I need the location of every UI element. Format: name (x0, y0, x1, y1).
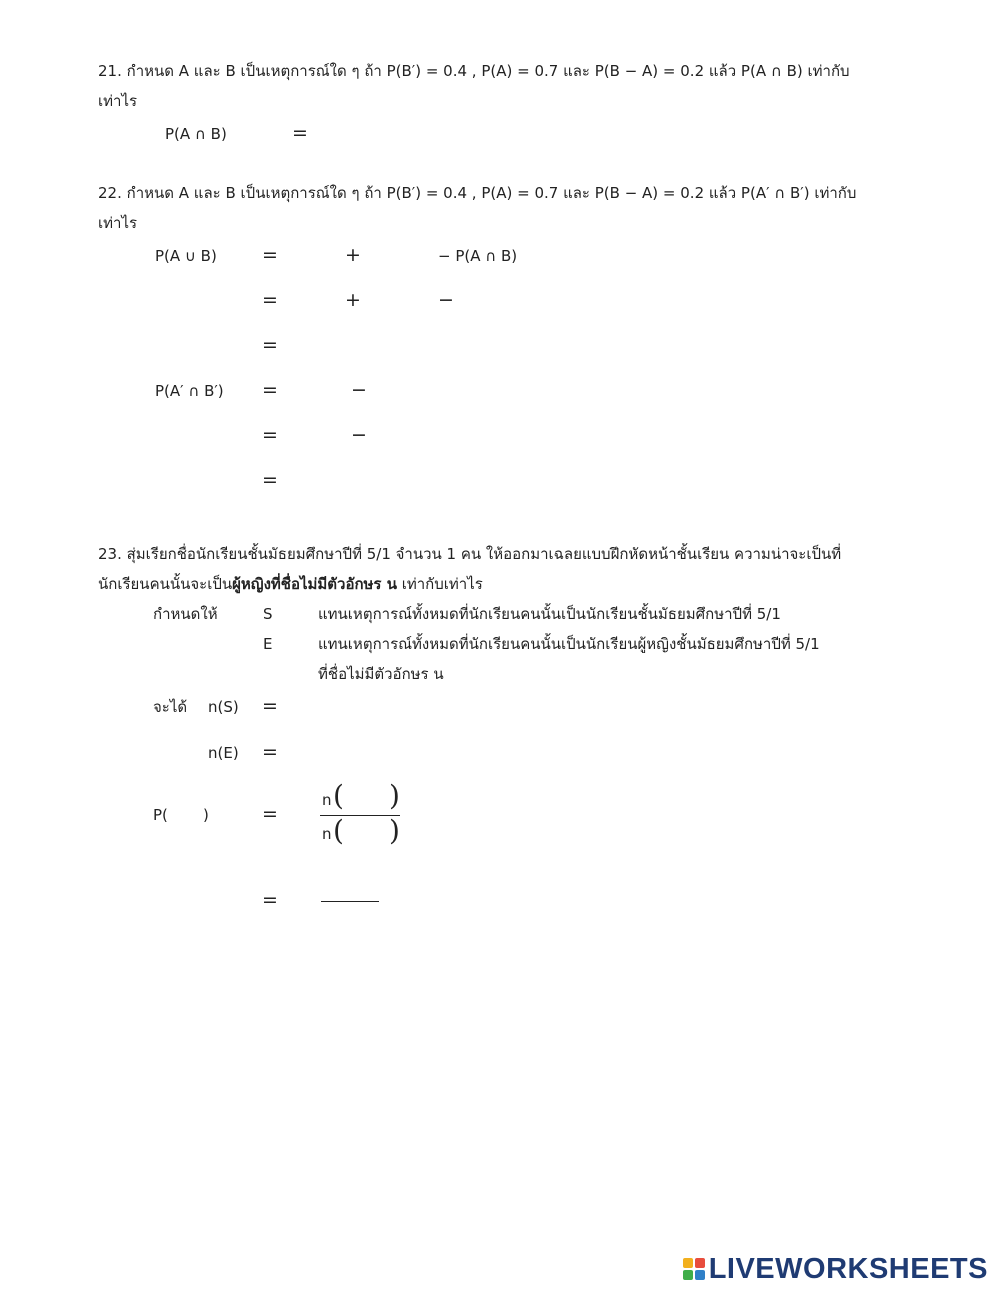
q23-E-desc-2: ที่ชื่อไม่มีตัวอักษร น (318, 665, 444, 683)
q23-P-close: ) (203, 806, 209, 824)
q23-define-label: กำหนดให้ (153, 605, 218, 623)
q22-equals-1: = (262, 244, 278, 266)
q23-frac-num-n: n (322, 791, 332, 809)
q21-text-line1: 21. กำหนด A และ B เป็นเหตุการณ์ใด ๆ ถ้า P(B′) = 0.4 , P(A) = 0.7 และ P(B − A) = 0.2 แล้ว P(A ∩ B) เท่ากับ (98, 62, 850, 80)
q23-frac-num-paren-open: ( (333, 779, 344, 812)
q22-equals-5: = (262, 424, 278, 446)
q23-final-fraction-bar (321, 901, 379, 902)
liveworksheets-logo-icon (683, 1258, 705, 1280)
q22-minus-2: − (438, 289, 454, 311)
logo-square-3 (683, 1270, 693, 1280)
q23-nE: n(E) (208, 744, 239, 762)
q23-nS: n(S) (208, 698, 239, 716)
q23-frac-den-n: n (322, 825, 332, 843)
q22-equals-3: = (262, 334, 278, 356)
q22-equals-2: = (262, 289, 278, 311)
q23-equals-nS: = (262, 695, 278, 717)
q21-equals: = (292, 122, 308, 144)
q23-fraction-bar (320, 815, 400, 816)
q22-equals-4: = (262, 379, 278, 401)
logo-square-1 (683, 1258, 693, 1268)
q22-minus-5: − (351, 424, 367, 446)
q23-equals-final: = (262, 889, 278, 911)
q23-line2-prefix: นักเรียนคนนั้นจะเป็น (98, 575, 233, 593)
q23-frac-den-paren-open: ( (333, 814, 344, 847)
q23-P-open: P( (153, 806, 168, 824)
q23-frac-num-paren-close: ) (389, 779, 400, 812)
q22-text-line2: เท่าไร (98, 214, 138, 232)
q23-S-symbol: S (263, 605, 273, 623)
q21-lhs: P(A ∩ B) (165, 125, 227, 143)
q23-line2-bold: ผู้หญิงที่ชื่อไม่มีตัวอักษร น (232, 575, 397, 593)
q22-minus-term: − P(A ∩ B) (438, 247, 518, 265)
q23-frac-den-paren-close: ) (389, 814, 400, 847)
q23-text-line1: 23. สุ่มเรียกชื่อนักเรียนชั้นมัธยมศึกษาปีที่ 5/1 จำนวน 1 คน ให้ออกมาเฉลยแบบฝึกหัดหน้าชั้นเรียน ความน่าจะเป็นที่ (98, 545, 842, 563)
q22-minus-4: − (351, 379, 367, 401)
q21-text-line2: เท่าไร (98, 92, 138, 110)
q23-text-line2 (98, 574, 483, 594)
q22-plus-2: + (345, 289, 361, 311)
q23-E-symbol: E (263, 635, 273, 653)
q23-get-label: จะได้ (153, 698, 188, 716)
q23-equals-nE: = (262, 741, 278, 763)
liveworksheets-logo (683, 1254, 988, 1284)
q22-plus-1: + (345, 244, 361, 266)
q22-complement-lhs: P(A′ ∩ B′) (155, 382, 224, 400)
q23-E-desc-1: แทนเหตุการณ์ทั้งหมดที่นักเรียนคนนั้นเป็นนักเรียนผู้หญิงชั้นมัธยมศึกษาปีที่ 5/1 (318, 635, 820, 653)
q22-equals-6: = (262, 469, 278, 491)
q22-text-line1: 22. กำหนด A และ B เป็นเหตุการณ์ใด ๆ ถ้า P(B′) = 0.4 , P(A) = 0.7 และ P(B − A) = 0.2 แล้ว P(A′ ∩ B′) เท่ากับ (98, 184, 857, 202)
q23-equals-P: = (262, 803, 278, 825)
q23-line2-suffix: เท่ากับเท่าไร (396, 575, 483, 593)
logo-square-4 (695, 1270, 705, 1280)
liveworksheets-logo-text: LIVEWORKSHEETS (708, 1252, 988, 1285)
q22-union-lhs: P(A ∪ B) (155, 247, 217, 265)
logo-square-2 (695, 1258, 705, 1268)
q23-S-desc: แทนเหตุการณ์ทั้งหมดที่นักเรียนคนนั้นเป็นนักเรียนชั้นมัธยมศึกษาปีที่ 5/1 (318, 605, 781, 623)
